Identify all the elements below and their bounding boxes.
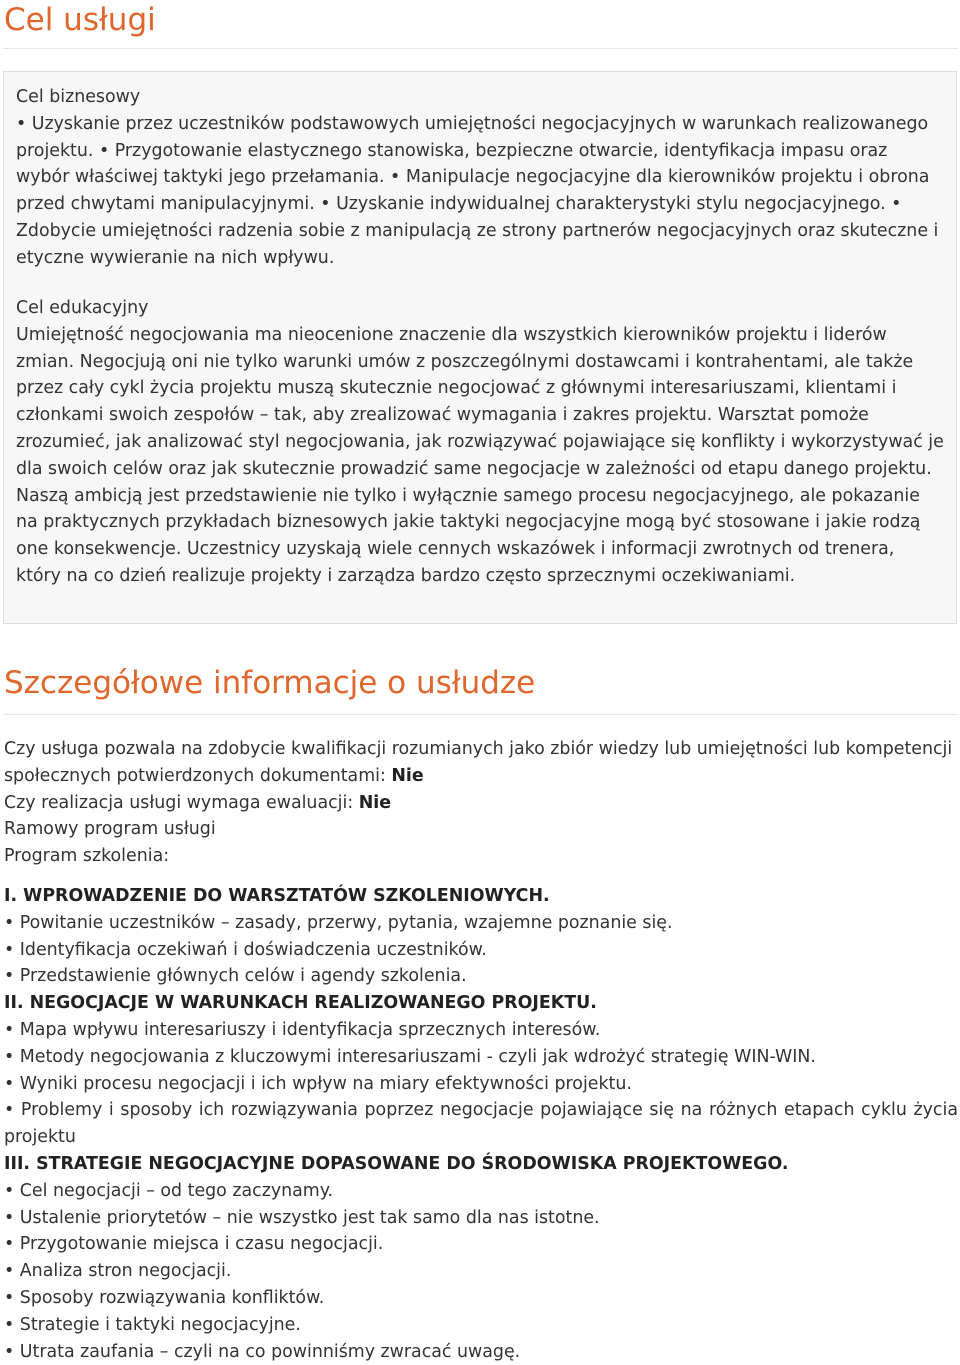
goals-box: [3, 71, 957, 624]
list-item: • Powitanie uczestników – zasady, przerwy, pytania, wzajemne poznanie się.: [4, 912, 673, 933]
list-item: • Identyfikacja oczekiwań i doświadczenia uczestników.: [4, 939, 487, 960]
program-part-1-heading: I. WPROWADZENIE DO WARSZTATÓW SZKOLENIOWYCH.: [4, 885, 550, 906]
program-part-2-heading: II. NEGOCJACJE W WARUNKACH REALIZOWANEGO PROJEKTU.: [4, 993, 597, 1014]
program-label: Program szkolenia:: [4, 846, 170, 867]
business-goal-heading: Cel biznesowy: [16, 87, 141, 107]
business-goal-paragraph: [16, 84, 944, 272]
list-item: • Ustalenie priorytetów – nie wszystko jest tak samo dla nas istotne.: [4, 1207, 600, 1228]
qualification-answer: Nie: [391, 765, 424, 786]
list-item: • Cel negocjacji – od tego zaczynamy.: [4, 1180, 334, 1201]
section-title-cel-uslugi: Cel usługi: [4, 2, 156, 38]
evaluation-answer: Nie: [358, 792, 392, 813]
qualification-question: Czy usługa pozwala na zdobycie kwalifikacji rozumianych jako zbiór wiedzy lub umiejętności lub kompetencji społecznych potwierdzonych dokumentami: Nie: [4, 739, 953, 786]
list-item: • Przygotowanie miejsca i czasu negocjacji.: [4, 1234, 384, 1255]
evaluation-question: Czy realizacja usługi wymaga ewaluacji: Nie: [4, 792, 392, 813]
framework-label: Ramowy program usługi: [4, 819, 216, 840]
list-item: • Mapa wpływu interesariuszy i identyfikacja sprzecznych interesów.: [4, 1019, 601, 1040]
section-divider: [3, 48, 958, 49]
list-item: • Przedstawienie głównych celów i agendy szkolenia.: [4, 966, 467, 987]
list-item: • Metody negocjowania z kluczowymi interesariuszami - czyli jak wdrożyć strategię WIN-WIN.: [4, 1046, 816, 1067]
education-goal-heading: Cel edukacyjny: [16, 298, 149, 318]
service-details: [4, 736, 958, 1365]
list-item: • Utrata zaufania – czyli na co powinniśmy zwracać uwagę.: [4, 1341, 521, 1362]
education-goal-paragraph: [16, 295, 944, 590]
section-divider: [3, 714, 958, 715]
program-part-3-heading: III. STRATEGIE NEGOCJACYJNE DOPASOWANE DO ŚRODOWISKA PROJEKTOWEGO.: [4, 1153, 789, 1174]
education-goal-text: Umiejętność negocjowania ma nieocenione znaczenie dla wszystkich kierowników projektu i liderów zmian. Negocjują oni nie tylko warunki umów z poszczególnymi dostawcami i kontrahentami, ale także przez cały cykl życia projektu muszą skutecznie negocjować z głównymi interesariuszami, klientami i członkami swoich zespołów – tak, aby zrealizować wymagania i zakres projektu. Warsztat pomoże zrozumieć, jak analizować styl negocjowania, jak rozwiązywać pojawiające się konflikty i wykorzystywać je dla swoich celów oraz jak skutecznie prowadzić same negocjacje w zależności od etapu danego projektu. Naszą ambicją jest przedstawienie nie tylko i wyłącznie samego procesu negocjacyjnego, ale pokazanie na praktycznych przykładach biznesowych jakie taktyki negocjacyjne mogą być stosowane i jakie rodzą one konsekwencje. Uczestnicy uzyskają wiele cennych wskazówek i informacji zwrotnych od trenera, który na co dzień realizuje projekty i zarządza bardzo często sprzecznymi oczekiwaniami.: [16, 324, 944, 586]
list-item: • Problemy i sposoby ich rozwiązywania poprzez negocjacje pojawiające się na różnych etapach cyklu życia projektu: [4, 1100, 958, 1148]
business-goal-text: • Uzyskanie przez uczestników podstawowych umiejętności negocjacyjnych w warunkach realizowanego projektu. • Przygotowanie elastycznego stanowiska, bezpieczne otwarcie, identyfikacja impasu oraz wybór właściwej taktyki jego przełamania. • Manipulacje negocjacyjne dla kierowników projektu i obrona przed chwytami manipulacyjnymi. • Uzyskanie indywidualnej charakterystyki stylu negocjacyjnego. • Zdobycie umiejętności radzenia sobie z manipulacją ze strony partnerów negocjacyjnych oraz skuteczne i etyczne wywieranie na nich wpływu.: [16, 113, 939, 268]
list-item: • Wyniki procesu negocjacji i ich wpływ na miary efektywności projektu.: [4, 1073, 632, 1094]
section-title-szczegolowe-informacje: Szczegółowe informacje o usłudze: [4, 665, 536, 701]
list-item: • Analiza stron negocjacji.: [4, 1261, 232, 1282]
list-item: • Strategie i taktyki negocjacyjne.: [4, 1314, 301, 1335]
list-item: • Sposoby rozwiązywania konfliktów.: [4, 1287, 325, 1308]
